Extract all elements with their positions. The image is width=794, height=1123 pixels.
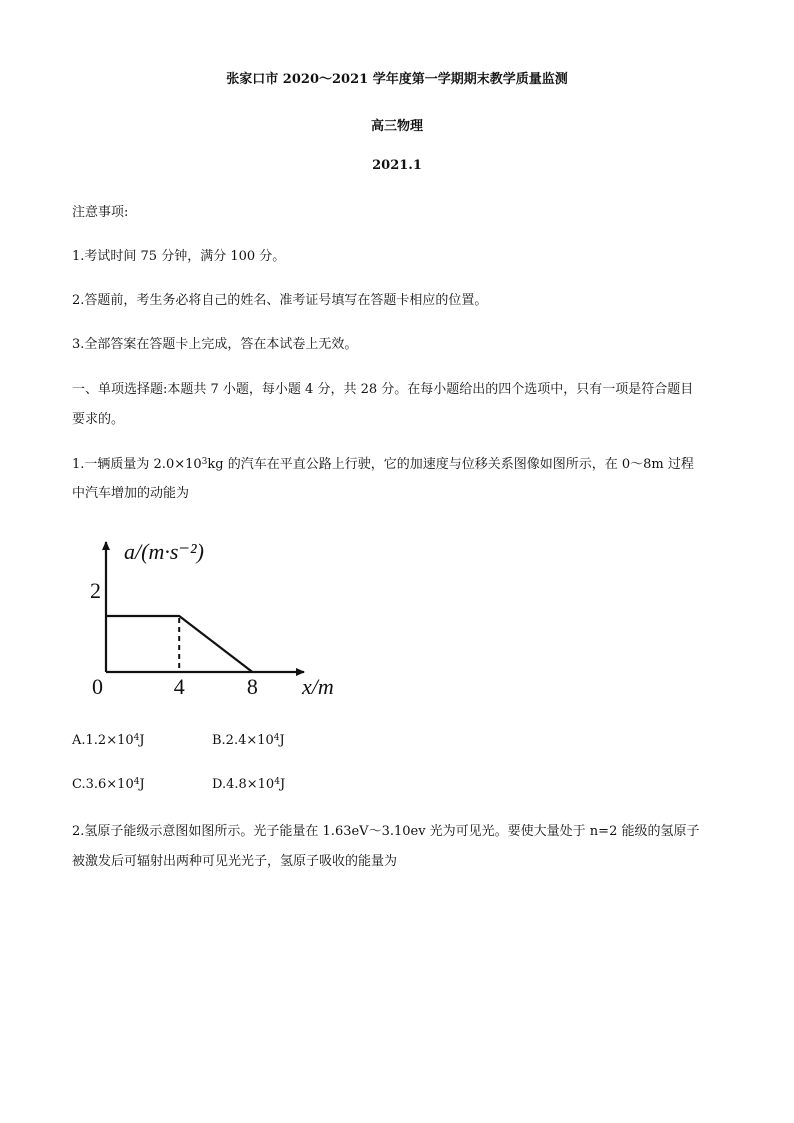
origin-label: 0 — [92, 674, 103, 699]
x-axis-label: x/m — [302, 674, 334, 699]
option-a: $A.1.2\times 10^4J$ — [72, 733, 145, 748]
x-tick-label: 8 — [246, 674, 258, 699]
question-1-stem-line-2: 中汽车增加的动能为 — [72, 486, 190, 501]
notice-item-3: 3.全部答案在答题卡上完成，答在本试卷上无效。 — [72, 337, 358, 352]
question-1-stem-line-1: 1.一辆质量为 $2.0\times 10^3kg$ 的汽车在平直公路上行驶，它的加速度与位移关系图像如图所示，在 0～8m 过程 — [72, 457, 694, 472]
exam-subject: 高三物理 — [370, 119, 423, 134]
notice-item-1: 1.考试时间 75 分钟，满分 100 分。 — [72, 249, 286, 264]
option-b: $B.2.4\times 10^4J$ — [212, 733, 285, 748]
y-tick-label: 2 — [90, 578, 101, 603]
question-2-stem-line-1: 2.氢原子能级示意图如图所示。光子能量在 1.63eV～3.10ev 光为可见光。要使大量处于 n=2 能级的氢原子 — [72, 824, 700, 839]
exam-title: 张家口市 2020～2021 学年度第一学期期末教学质量监测 — [226, 72, 568, 87]
x-tick-label: 4 — [173, 674, 185, 699]
notice-item-2: 2.答题前，考生务必将自己的姓名、准考证号填写在答题卡相应的位置。 — [72, 293, 488, 308]
acceleration-displacement-graph — [60, 528, 360, 708]
section-heading-line-1: 一、单项选择题:本题共 7 小题，每小题 4 分，共 28 分。在每小题给出的四个选项中，只有一项是符合题目 — [72, 382, 694, 397]
exam-date: 2021.1 — [372, 158, 422, 173]
y-axis-label: a/(m·s⁻²) — [124, 539, 204, 564]
question-2-stem-line-2: 被激发后可辐射出两种可见光光子，氢原子吸收的能量为 — [72, 854, 398, 869]
section-heading-line-2: 要求的。 — [72, 412, 125, 427]
notice-heading: 注意事项: — [72, 205, 129, 220]
option-c: $C.3.6\times 10^4J$ — [72, 777, 145, 792]
option-d: $D.4.8\times 10^4J$ — [212, 777, 286, 792]
